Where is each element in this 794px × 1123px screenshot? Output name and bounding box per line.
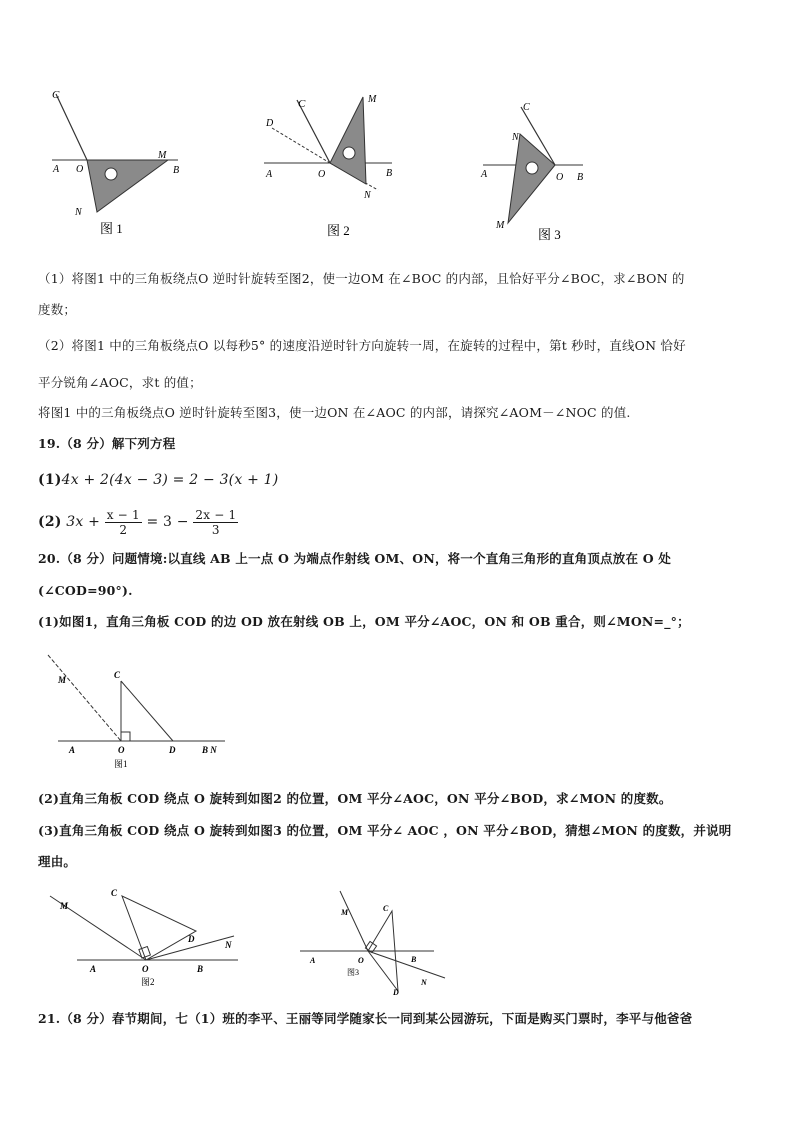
- q20-fig3-label-A: A: [310, 956, 316, 965]
- q20-part3-line1: (3)直角三角板 COD 绕点 O 旋转到如图3 的位置，OM 平分∠ AOC ，ON 平分∠BOD，猜想∠MON 的度数，并说明: [38, 823, 732, 838]
- q21-line1: 21.（8 分）春节期间，七（1）班的李平、王丽等同学随家长一同到某公园游玩，下面是购买门票时，李平与他爸爸: [38, 1011, 693, 1026]
- q20-fig3-label-D: D: [393, 988, 399, 997]
- q20-fig1-label-A: A: [69, 745, 76, 755]
- q20-figure-2: [40, 880, 250, 995]
- q20-fig3-label-C: C: [383, 904, 389, 913]
- q20-part2: (2)直角三角板 COD 绕点 O 旋转到如图2 的位置，OM 平分∠AOC，ON 平分∠BOD，求∠MON 的度数。: [38, 791, 672, 806]
- fig2-label-N: N: [364, 190, 371, 201]
- q19-eq2-f2-numerator: 2x − 1: [195, 507, 237, 522]
- q20-fig3-label-N: N: [421, 978, 427, 987]
- q20-fig3-caption: 图3: [347, 968, 359, 977]
- q19-eq2-f2-denominator: 3: [211, 522, 220, 537]
- figure-2-triangle-board: [264, 94, 392, 238]
- fig2-label-D: D: [266, 118, 274, 129]
- fig3-label-M: M: [496, 220, 505, 231]
- fig3-label-A: A: [481, 169, 488, 180]
- q19-eq2-part-b: = 3 −: [146, 514, 189, 530]
- q20-fig2-label-A: A: [90, 964, 97, 974]
- fig1-label-C: C: [52, 89, 60, 101]
- q20-fig1-label-C: C: [114, 670, 121, 680]
- q19-eq1-expression: 4x + 2(4x − 3) = 2 − 3(x + 1): [61, 472, 279, 488]
- q20-fig2-label-N: N: [225, 940, 232, 950]
- q19-eq1-label: (1): [38, 472, 62, 488]
- fig3-label-N: N: [512, 132, 519, 143]
- fig1-label-A: A: [53, 164, 60, 175]
- q20-fig2-label-O: O: [142, 964, 149, 974]
- q20-fig3-label-M: M: [341, 908, 349, 917]
- fig2-label-O: O: [318, 169, 326, 180]
- q19-eq2-f1-denominator: 2: [119, 522, 128, 537]
- q20-figure-3: [298, 885, 448, 1000]
- q19-eq2-f1-numerator: x − 1: [106, 507, 140, 522]
- q20-figure-1: [40, 650, 240, 775]
- fig3-label-B: B: [577, 172, 584, 183]
- q20-fig2-label-D: D: [188, 934, 195, 944]
- fig2-caption: 图 2: [327, 223, 350, 238]
- q19-eq2-label: (2): [38, 514, 62, 530]
- q18-part3: 将图1 中的三角板绕点O 逆时针旋转至图3，使一边ON 在∠AOC 的内部，请探究∠AOM－∠NOC 的值.: [38, 405, 631, 420]
- figure-3-triangle-board: [480, 102, 583, 242]
- q19-eq2-part-a: 3x +: [66, 514, 101, 530]
- q20-fig3-label-B: B: [411, 955, 417, 964]
- q19-heading: 19.（8 分）解下列方程: [38, 436, 176, 451]
- q20-part1: (1)如图1，直角三角板 COD 的边 OD 放在射线 OB 上，OM 平分∠AOC，ON 和 OB 重合，则∠MON=_°；: [38, 614, 690, 629]
- q20-fig2-label-C: C: [111, 888, 118, 898]
- q20-heading: 20.（8 分）问题情境:以直线 AB 上一点 O 为端点作射线 OM、ON，将一个直角三角形的直角顶点放在 O 处: [38, 551, 672, 566]
- q18-part2-line2: 平分锐角∠AOC，求t 的值；: [38, 375, 202, 390]
- fig1-label-B: B: [173, 165, 180, 176]
- q20-fig2-label-B: B: [197, 964, 204, 974]
- fig1-caption: 图 1: [100, 221, 123, 236]
- q20-condition: (∠COD=90°).: [38, 583, 133, 598]
- fig1-label-N: N: [75, 207, 82, 218]
- q18-part1-line1: （1）将图1 中的三角板绕点O 逆时针旋转至图2，使一边OM 在∠BOC 的内部，且恰好平分∠BOC，求∠BON 的: [38, 271, 685, 286]
- fig2-label-B: B: [386, 168, 393, 179]
- fig2-label-C: C: [298, 98, 306, 110]
- q20-fig1-label-M: M: [58, 675, 67, 685]
- fig3-caption: 图 3: [538, 227, 561, 242]
- q20-fig2-caption: 图2: [141, 977, 155, 987]
- q20-fig3-label-O: O: [358, 956, 364, 965]
- fig2-label-A: A: [266, 169, 273, 180]
- fig2-label-M: M: [368, 94, 377, 105]
- q20-part3-line2: 理由。: [38, 854, 77, 869]
- q20-fig1-caption: 图1: [114, 759, 128, 769]
- fig3-label-O: O: [556, 172, 564, 183]
- top-figures: [0, 80, 794, 250]
- fig3-label-C: C: [523, 102, 530, 113]
- q20-fig1-label-D: D: [169, 745, 176, 755]
- q19-eq2-fraction-2: [193, 508, 238, 537]
- fig1-label-M: M: [158, 150, 167, 161]
- q18-part1-line2: 度数；: [38, 302, 77, 317]
- figure-1-triangle-board: [52, 89, 179, 236]
- q20-fig2-label-M: M: [60, 901, 69, 911]
- q19-eq2-fraction-1: [105, 508, 142, 537]
- q20-fig1-label-BN: B N: [202, 745, 217, 755]
- fig1-label-O: O: [76, 164, 84, 175]
- q20-fig1-label-O: O: [118, 745, 125, 755]
- q18-part2-line1: （2）将图1 中的三角板绕点O 以每秒5° 的速度沿逆时针方向旋转一周，在旋转的过程中，第t 秒时，直线ON 恰好: [38, 338, 686, 353]
- q19-equation-1: [38, 472, 278, 488]
- q19-equation-2: [38, 502, 238, 542]
